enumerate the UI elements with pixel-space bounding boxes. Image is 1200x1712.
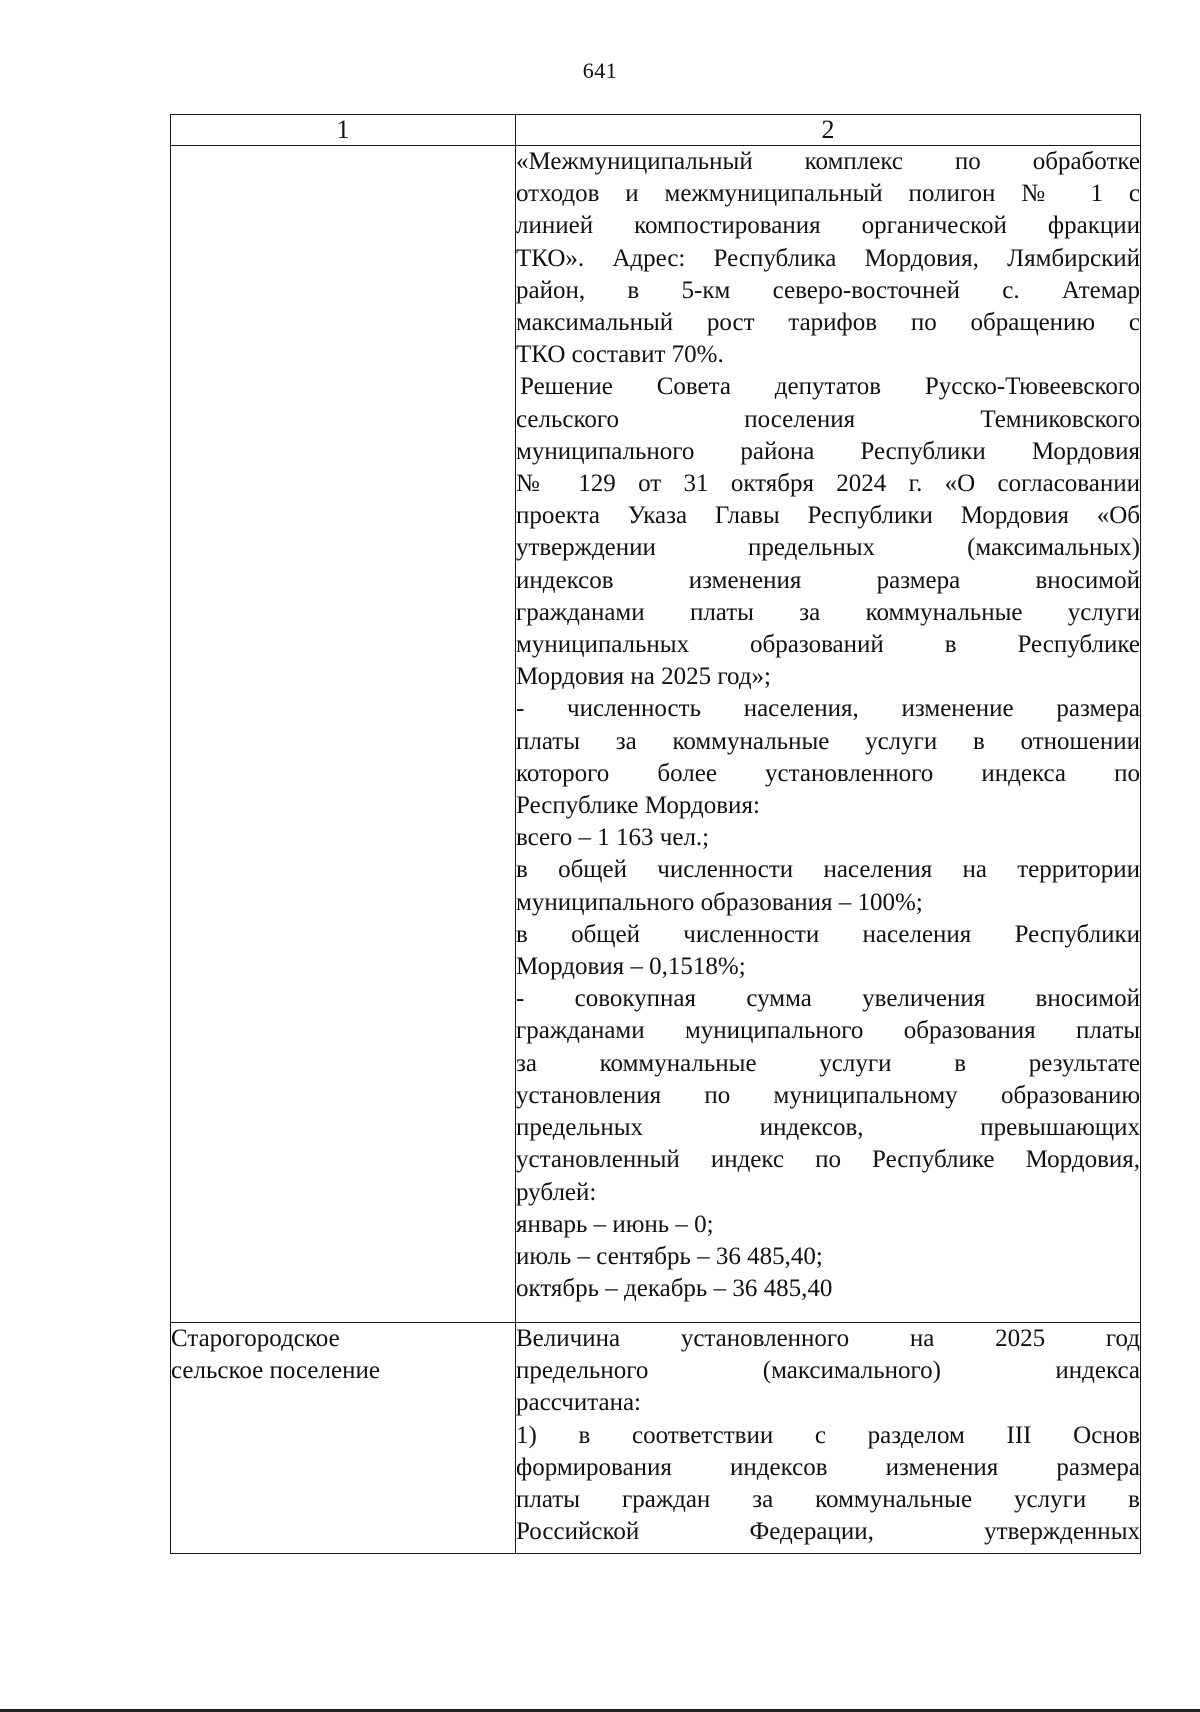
text-line: линией компостирования органической фракции xyxy=(516,212,1140,240)
text-line: индексов изменения размера вносимой xyxy=(516,566,1140,594)
text-line: сельского поселения Темниковского xyxy=(516,405,1140,433)
text-line: 1) в соответствии с разделом III Основ xyxy=(516,1421,1140,1449)
table-header-row xyxy=(171,115,1141,146)
text-line: предельного (максимального) индекса xyxy=(516,1357,1140,1385)
text-line: максимальный рост тарифов по обращению с xyxy=(516,309,1140,337)
row1-description-cell xyxy=(516,146,1141,1323)
text-line: утверждении предельных (максимальных) xyxy=(516,534,1140,562)
text-line: платы граждан за коммунальные услуги в xyxy=(516,1486,1140,1514)
text-line: Решение Совета депутатов Русско-Тювеевского xyxy=(520,373,1140,401)
table-row xyxy=(171,146,1141,1323)
text-line: № 129 от 31 октября 2024 г. «О согласовании xyxy=(516,470,1140,498)
text-line: муниципального района Республики Мордовия xyxy=(516,437,1140,465)
column-header-1: 1 xyxy=(171,115,516,146)
text-line: гражданами платы за коммунальные услуги xyxy=(516,598,1140,626)
text-line: Российской Федерации, утвержденных xyxy=(516,1518,1140,1546)
table-row xyxy=(171,1323,1141,1554)
text-line: которого более установленного индекса по xyxy=(516,759,1140,787)
text-line: - численность населения, изменение размера xyxy=(516,695,1140,723)
text-line: в общей численности населения на территории xyxy=(516,856,1140,884)
text-line: район, в 5-км северо-восточней с. Атемар xyxy=(516,276,1140,304)
document-table xyxy=(170,114,1141,1554)
text-line: рублей: xyxy=(516,1178,597,1206)
text-line: платы за коммунальные услуги в отношении xyxy=(516,727,1140,755)
row2-description-cell xyxy=(516,1323,1141,1554)
text-line: «Межмуниципальный комплекс по обработке xyxy=(516,148,1140,175)
text-line: формирования индексов изменения размера xyxy=(516,1453,1140,1481)
text-line: Величина установленного на 2025 год xyxy=(516,1325,1140,1352)
text-line: Мордовия на 2025 год»; xyxy=(516,663,771,691)
text-line: установленный индекс по Республике Мордовия, xyxy=(516,1146,1140,1174)
text-line: предельных индексов, превышающих xyxy=(516,1114,1140,1142)
text-line: Мордовия – 0,1518%; xyxy=(516,953,746,981)
text-line: январь – июнь – 0; xyxy=(516,1210,714,1238)
text-line: - совокупная сумма увеличения вносимой xyxy=(516,985,1140,1013)
row2-municipality-cell xyxy=(171,1323,516,1554)
text-line: октябрь – декабрь – 36 485,40 xyxy=(516,1275,833,1303)
row1-municipality-cell xyxy=(171,146,516,1323)
text-line: гражданами муниципального образования платы xyxy=(516,1017,1140,1045)
text-line: муниципальных образований в Республике xyxy=(516,631,1140,659)
page-number: 641 xyxy=(582,58,618,83)
text-line: Республике Мордовия: xyxy=(516,792,760,820)
text-line: в общей численности населения Республики xyxy=(516,920,1140,948)
text-line: муниципального образования – 100%; xyxy=(516,888,923,916)
municipality-name-line: сельское поселение xyxy=(171,1357,380,1385)
text-line: установления по муниципальному образованию xyxy=(516,1081,1140,1109)
text-line: за коммунальные услуги в результате xyxy=(516,1049,1140,1077)
text-line: проекта Указа Главы Республики Мордовия «Об xyxy=(516,502,1140,530)
column-header-2: 2 xyxy=(516,115,1141,146)
text-line: июль – сентябрь – 36 485,40; xyxy=(516,1242,823,1270)
municipality-name-line: Старогородское xyxy=(171,1325,340,1352)
text-line: ТКО». Адрес: Республика Мордовия, Лямбирский xyxy=(516,244,1140,272)
text-line: всего – 1 163 чел.; xyxy=(516,824,710,852)
text-line: рассчитана: xyxy=(516,1389,641,1417)
text-line: отходов и межмуниципальный полигон № 1 с xyxy=(516,180,1140,208)
text-line: ТКО составит 70%. xyxy=(516,341,724,369)
